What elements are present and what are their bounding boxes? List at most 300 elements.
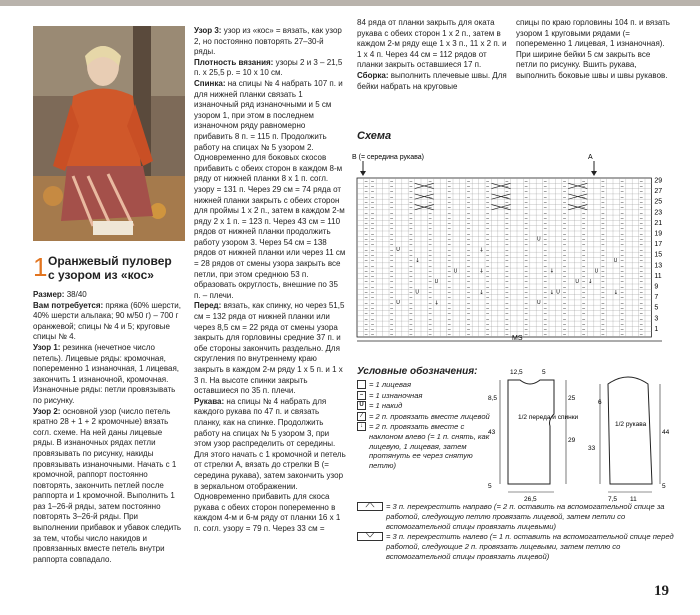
purl-mark: –	[543, 295, 547, 302]
purl-mark: –	[524, 210, 528, 217]
purl-mark: –	[620, 220, 624, 227]
purl-mark: –	[364, 183, 368, 190]
purl-mark: –	[601, 226, 605, 233]
paragraph-front: Перед: вязать, как спинку, но через 51,5 см = 132 ряда от нижней планки или через 8,5 см = 22 ряда от смены узора закрыть для горловины средние 37 п. и обе стороны закончить раздельно. Для скругления по внутреннему краю закрыть в каждом 2-м ряду 1 х 5 п. и 1 х 3 п. На высоте спинки закрыть оставшиеся по 35 п. плечи.	[194, 301, 345, 396]
purl-mark: –	[582, 210, 586, 217]
purl-mark: –	[467, 321, 470, 328]
purl-mark: –	[467, 305, 470, 312]
purl-mark: –	[486, 289, 490, 296]
purl-mark: –	[390, 258, 394, 264]
purl-mark: –	[364, 215, 368, 222]
purl-mark: –	[524, 205, 528, 211]
purl-mark: –	[639, 215, 643, 222]
purl-mark: –	[543, 205, 547, 211]
chart-row-label: 1	[654, 325, 659, 333]
yarn-over-mark: U	[594, 268, 599, 275]
purl-mark: –	[620, 273, 624, 280]
purl-mark: –	[524, 273, 528, 280]
purl-mark: –	[524, 311, 528, 317]
purl-mark: –	[390, 242, 394, 249]
purl-mark: –	[543, 242, 547, 249]
purl-mark: –	[620, 289, 624, 296]
purl-mark: –	[543, 252, 547, 259]
purl-mark: –	[447, 183, 451, 190]
purl-mark: –	[505, 305, 509, 312]
purl-mark: –	[447, 316, 451, 323]
purl-mark: –	[601, 247, 605, 254]
purl-mark: –	[582, 226, 586, 233]
purl-mark: –	[601, 311, 605, 317]
paragraph-sleeve-cont: 84 ряда от планки закрыть для оката рукава с обеих сторон 1 х 2 п., затем в каждом 2-м ряду еще 1 х 3 п., 11 х 2 п. и 1 х 4 п. Через 44 см = 112 рядов от планки закрыть оставшиеся 17 п.	[357, 18, 507, 70]
purl-mark: –	[620, 226, 624, 233]
purl-mark: –	[467, 242, 470, 249]
purl-mark: –	[486, 258, 490, 264]
purl-mark: –	[409, 300, 413, 307]
purl-mark: –	[639, 289, 643, 296]
purl-mark: –	[505, 252, 509, 259]
purl-mark: –	[447, 268, 451, 275]
purl-mark: –	[371, 295, 374, 302]
purl-mark: –	[467, 226, 470, 233]
column-3	[357, 18, 509, 92]
yarn-over-mark: U	[613, 257, 618, 264]
dim-label: 5	[488, 483, 492, 490]
purl-mark: –	[364, 194, 368, 201]
purl-mark: –	[409, 231, 413, 238]
purl-mark: –	[543, 247, 547, 254]
legend-title: Условные обозначения:	[357, 366, 478, 377]
purl-mark: –	[563, 194, 566, 201]
purl-mark: –	[563, 205, 566, 211]
purl-mark: –	[582, 205, 586, 211]
purl-mark: –	[364, 205, 368, 211]
yarn-over-mark: U	[537, 300, 541, 307]
purl-mark: –	[639, 194, 643, 201]
purl-mark: –	[582, 326, 586, 333]
purl-mark: –	[620, 305, 624, 312]
purl-mark: –	[524, 252, 528, 259]
purl-mark: –	[371, 226, 374, 233]
purl-mark: –	[563, 263, 566, 270]
purl-mark: –	[582, 300, 586, 307]
purl-mark: –	[486, 236, 490, 243]
knit-symbol	[357, 380, 366, 389]
purl-mark: –	[371, 316, 374, 323]
purl-mark: –	[620, 316, 624, 323]
purl-mark: –	[601, 231, 605, 238]
purl-mark: –	[524, 268, 528, 275]
purl-mark: –	[601, 183, 605, 190]
purl-mark: –	[543, 321, 547, 328]
purl-mark: –	[428, 326, 432, 333]
purl-mark: –	[428, 215, 432, 222]
purl-mark: –	[563, 258, 566, 264]
purl-mark: –	[409, 178, 413, 185]
purl-mark: –	[524, 332, 528, 339]
purl-mark: –	[428, 295, 432, 302]
purl-mark: –	[563, 252, 566, 259]
purl-mark: –	[390, 311, 394, 317]
purl-mark: –	[467, 263, 470, 270]
purl-mark: –	[505, 295, 509, 302]
purl-mark: –	[447, 178, 451, 185]
purl-mark: –	[390, 226, 394, 233]
purl-mark: –	[524, 321, 528, 328]
purl-mark: –	[371, 189, 374, 196]
purl-mark: –	[409, 205, 413, 211]
purl-mark: –	[524, 326, 528, 333]
ssk-symbol: ↓	[357, 422, 366, 431]
purl-mark: –	[371, 268, 374, 275]
purl-mark: –	[505, 326, 509, 333]
sleeve-label: 1/2 рукава	[615, 421, 647, 428]
purl-mark: –	[543, 263, 547, 270]
purl-mark: –	[409, 263, 413, 270]
purl-mark: –	[505, 231, 509, 238]
purl-mark: –	[543, 268, 547, 275]
purl-mark: –	[428, 305, 432, 312]
purl-mark: –	[582, 268, 586, 275]
purl-mark: –	[467, 199, 470, 206]
dim-label: 5	[542, 369, 546, 376]
purl-mark: –	[371, 242, 374, 249]
purl-mark: –	[582, 316, 586, 323]
purl-mark: –	[543, 305, 547, 312]
column-1	[33, 290, 185, 565]
purl-mark: –	[620, 178, 624, 185]
purl-mark: –	[486, 215, 490, 222]
purl-mark: –	[639, 252, 643, 259]
purl-mark: –	[428, 226, 432, 233]
purl-mark: –	[447, 321, 451, 328]
purl-mark: –	[409, 236, 413, 243]
column-4	[516, 18, 672, 82]
purl-mark: –	[371, 326, 374, 333]
purl-mark: –	[447, 226, 451, 233]
purl-mark: –	[428, 178, 432, 185]
purl-mark: –	[486, 252, 490, 259]
purl-mark: –	[620, 284, 624, 291]
purl-mark: –	[486, 284, 490, 291]
purl-mark: –	[563, 247, 566, 254]
purl-mark: –	[505, 258, 509, 264]
purl-mark: –	[524, 231, 528, 238]
chart-row-label: 5	[654, 304, 659, 312]
purl-mark: –	[371, 311, 374, 317]
purl-mark: –	[390, 220, 394, 227]
purl-mark: –	[390, 305, 394, 312]
purl-mark: –	[409, 273, 413, 280]
purl-mark: –	[505, 226, 509, 233]
dim-label: 6	[598, 399, 602, 406]
purl-mark: –	[371, 215, 374, 222]
purl-mark: –	[467, 284, 470, 291]
purl-mark: –	[447, 305, 451, 312]
purl-mark: –	[505, 220, 509, 227]
purl-mark: –	[409, 183, 413, 190]
purl-mark: –	[620, 194, 624, 201]
purl-mark: –	[505, 279, 509, 286]
purl-mark: –	[582, 215, 586, 222]
purl-mark: –	[620, 263, 624, 270]
purl-mark: –	[620, 242, 624, 249]
decrease-mark: ↓	[588, 279, 593, 286]
purl-mark: –	[364, 242, 368, 249]
purl-mark: –	[371, 284, 374, 291]
purl-mark: –	[524, 258, 528, 264]
purl-mark: –	[409, 210, 413, 217]
purl-mark: –	[428, 332, 432, 339]
paragraph-sleeves: Рукава: на спицы № 4 набрать для каждого рукава по 47 п. и связать планку, как на спинке. Продолжить работу на спицах № 5 узором 3, при этом узор распределить от середины. Для этого начать с 1 кромочной и петель от стрелки А, вязать до стрелки В (= середина рукава), затем закончить узор в зеркальном отображении. Одновременно прибавить для скоса рукава с обеих сторон попеременно в каждом 4-м и 6-м ряду от планки 16 х 1 п. согл. узору = 79 п. Через 33 см =	[194, 396, 346, 533]
purl-mark: –	[364, 279, 368, 286]
purl-mark: –	[364, 258, 368, 264]
body-label: 1/2 переда и спинки	[518, 414, 579, 421]
dim-label: 8,5	[488, 395, 498, 402]
purl-mark: –	[601, 242, 605, 249]
dim-label: 33	[588, 445, 596, 452]
purl-mark: –	[409, 194, 413, 201]
yarn-over-mark: U	[396, 247, 400, 254]
purl-mark: –	[639, 247, 643, 254]
purl-mark: –	[364, 321, 368, 328]
purl-mark: –	[620, 326, 624, 333]
purl-mark: –	[390, 252, 394, 259]
purl-mark: –	[639, 332, 643, 339]
purl-mark: –	[563, 305, 566, 312]
dim-label: 11	[630, 496, 637, 503]
purl-mark: –	[390, 263, 394, 270]
purl-mark: –	[639, 263, 643, 270]
purl-mark: –	[371, 332, 374, 339]
purl-mark: –	[486, 295, 490, 302]
purl-mark: –	[582, 311, 586, 317]
chart-row-label: 13	[654, 262, 663, 270]
purl-mark: –	[390, 194, 394, 201]
purl-mark: –	[486, 263, 490, 270]
purl-mark: –	[543, 289, 547, 296]
decrease-mark: ↓	[415, 258, 420, 264]
purl-mark: –	[505, 311, 509, 317]
purl-mark: –	[390, 300, 394, 307]
purl-mark: –	[582, 220, 586, 227]
purl-mark: –	[601, 268, 605, 275]
purl-mark: –	[524, 263, 528, 270]
purl-mark: –	[563, 231, 566, 238]
purl-mark: –	[563, 215, 566, 222]
dim-label: 7,5	[608, 496, 618, 503]
dim-label: 29	[568, 437, 576, 444]
purl-mark: –	[563, 284, 566, 291]
purl-mark: –	[601, 215, 605, 222]
purl-mark: –	[390, 332, 394, 339]
purl-mark: –	[467, 205, 470, 211]
paragraph-assembly: Сборка: выполнить плечевые швы. Для бейки набрать на круговые	[357, 70, 507, 91]
purl-mark: –	[601, 279, 605, 286]
purl-mark: –	[390, 247, 394, 254]
legend-notes	[357, 502, 677, 563]
dim-label: 5	[662, 483, 666, 490]
purl-mark: –	[371, 231, 374, 238]
purl-mark: –	[601, 273, 605, 280]
purl-mark: –	[486, 210, 490, 217]
purl-mark: –	[447, 199, 451, 206]
purl-mark: –	[543, 210, 547, 217]
purl-mark: –	[601, 300, 605, 307]
purl-mark: –	[467, 300, 470, 307]
purl-mark: –	[467, 295, 470, 302]
purl-mark: –	[364, 316, 368, 323]
purl-mark: –	[639, 321, 643, 328]
purl-mark: –	[467, 189, 470, 196]
purl-mark: –	[543, 273, 547, 280]
decrease-mark: ↓	[434, 300, 440, 307]
purl-mark: –	[486, 231, 490, 238]
purl-mark: –	[371, 263, 374, 270]
purl-mark: –	[563, 199, 566, 206]
purl-mark: –	[486, 242, 490, 249]
purl-mark: –	[428, 273, 432, 280]
purl-mark: –	[639, 236, 643, 243]
page-number: 19	[654, 583, 669, 599]
purl-mark: –	[563, 210, 566, 217]
purl-mark: –	[563, 300, 566, 307]
purl-mark: –	[364, 295, 368, 302]
purl-mark: –	[486, 279, 490, 286]
purl-mark: –	[390, 215, 394, 222]
purl-mark: –	[364, 300, 368, 307]
column-2	[194, 26, 346, 535]
purl-mark: –	[447, 284, 451, 291]
purl-mark: –	[467, 252, 470, 259]
purl-mark: –	[639, 273, 643, 280]
purl-mark: –	[601, 326, 605, 333]
purl-mark: –	[620, 189, 624, 196]
decrease-mark: ↓	[479, 289, 484, 296]
legend-note: ⟍⟋ = 3 п. перекрестить налево (= 1 п. оставить на вспомогательной спице перед работой, следующие 2 п. провязать лицевыми, затем петлю со вспомогательной спицы провязать лицевой)	[357, 532, 677, 561]
purl-mark: –	[639, 178, 643, 185]
purl-mark: –	[639, 295, 643, 302]
purl-mark: –	[486, 311, 490, 317]
purl-mark: –	[447, 210, 451, 217]
purl-mark: –	[486, 183, 490, 190]
paragraph-pattern-1: Узор 1: резинка (нечетное число петель). Лицевые ряды: кромочная, попеременно 1 изнаночная, 1 лицевая, закончить 1 изнаночной, кромочная. Изнаночные ряды: петли провязывать по рисунку.	[33, 342, 180, 405]
purl-mark: –	[582, 242, 586, 249]
purl-mark: –	[390, 326, 394, 333]
legend-item: ↓ = 2 п. провязать вместе с наклоном влево (= 1 п. снять, как лицевую, 1 лицевая, затем протянуть ее через снятую петлю)	[357, 422, 497, 470]
purl-mark: –	[447, 236, 451, 243]
purl-mark: –	[582, 284, 586, 291]
purl-mark: –	[524, 295, 528, 302]
purl-mark: –	[601, 194, 605, 201]
purl-mark: –	[563, 311, 566, 317]
purl-mark: –	[390, 284, 394, 291]
purl-mark: –	[409, 258, 413, 264]
purl-mark: –	[428, 205, 432, 211]
purl-mark: –	[364, 268, 368, 275]
purl-mark: –	[447, 194, 451, 201]
dim-label: 26,5	[524, 496, 537, 503]
purl-mark: –	[409, 226, 413, 233]
purl-mark: –	[467, 326, 470, 333]
purl-mark: –	[447, 289, 451, 296]
purl-mark: –	[486, 178, 490, 185]
purl-mark: –	[364, 199, 368, 206]
purl-mark: –	[601, 178, 605, 185]
purl-mark: –	[409, 279, 413, 286]
purl-mark: –	[563, 316, 566, 323]
purl-mark: –	[486, 326, 490, 333]
purl-mark: –	[486, 199, 490, 206]
purl-mark: –	[428, 247, 432, 254]
purl-mark: –	[364, 273, 368, 280]
purl-mark: –	[486, 316, 490, 323]
purl-mark: –	[543, 236, 547, 243]
purl-mark: –	[364, 210, 368, 217]
chart-row-label: 27	[654, 188, 663, 196]
purl-mark: –	[620, 247, 624, 254]
purl-mark: –	[467, 289, 470, 296]
purl-mark: –	[524, 316, 528, 323]
purl-mark: –	[467, 316, 470, 323]
right-cross-symbol: ⟋⟍	[357, 502, 383, 511]
purl-mark: –	[582, 231, 586, 238]
paragraph-gauge: Плотность вязания: узоры 2 и 3 – 21,5 п. х 25,5 р. = 10 х 10 см.	[194, 57, 343, 78]
purl-mark: –	[409, 326, 413, 333]
top-bar	[0, 0, 700, 6]
chart-title: Схема	[357, 130, 392, 142]
purl-mark: –	[505, 284, 509, 291]
purl-mark: –	[563, 268, 566, 275]
purl-mark: –	[543, 178, 547, 185]
purl-mark: –	[371, 273, 374, 280]
purl-mark: –	[563, 189, 566, 196]
purl-mark: –	[428, 279, 432, 286]
chart-row-label: 25	[654, 198, 663, 206]
purl-mark: –	[543, 220, 547, 227]
purl-mark: –	[524, 300, 528, 307]
purl-mark: –	[524, 183, 528, 190]
purl-mark: –	[371, 199, 374, 206]
purl-mark: –	[447, 332, 451, 339]
purl-mark: –	[639, 305, 643, 312]
purl-mark: –	[390, 279, 394, 286]
purl-mark: –	[364, 247, 368, 254]
purl-mark: –	[524, 242, 528, 249]
purl-mark: –	[582, 178, 586, 185]
purl-mark: –	[601, 189, 605, 196]
decrease-mark: ↓	[479, 268, 484, 275]
purl-mark: –	[505, 236, 509, 243]
purl-mark: –	[543, 316, 547, 323]
purl-mark: –	[390, 210, 394, 217]
purl-mark: –	[467, 268, 470, 275]
purl-mark: –	[371, 305, 374, 312]
purl-mark: –	[620, 231, 624, 238]
paragraph-size: Размер: 38/40	[33, 290, 87, 299]
purl-mark: –	[563, 220, 566, 227]
purl-mark: –	[467, 273, 470, 280]
purl-mark: –	[409, 295, 413, 302]
purl-mark: –	[447, 279, 451, 286]
purl-mark: –	[467, 215, 470, 222]
purl-mark: –	[601, 284, 605, 291]
purl-mark: –	[428, 316, 432, 323]
purl-mark: –	[371, 247, 374, 254]
purl-mark: –	[524, 226, 528, 233]
purl-mark: –	[505, 321, 509, 328]
purl-mark: –	[543, 300, 547, 307]
purl-mark: –	[467, 194, 470, 201]
